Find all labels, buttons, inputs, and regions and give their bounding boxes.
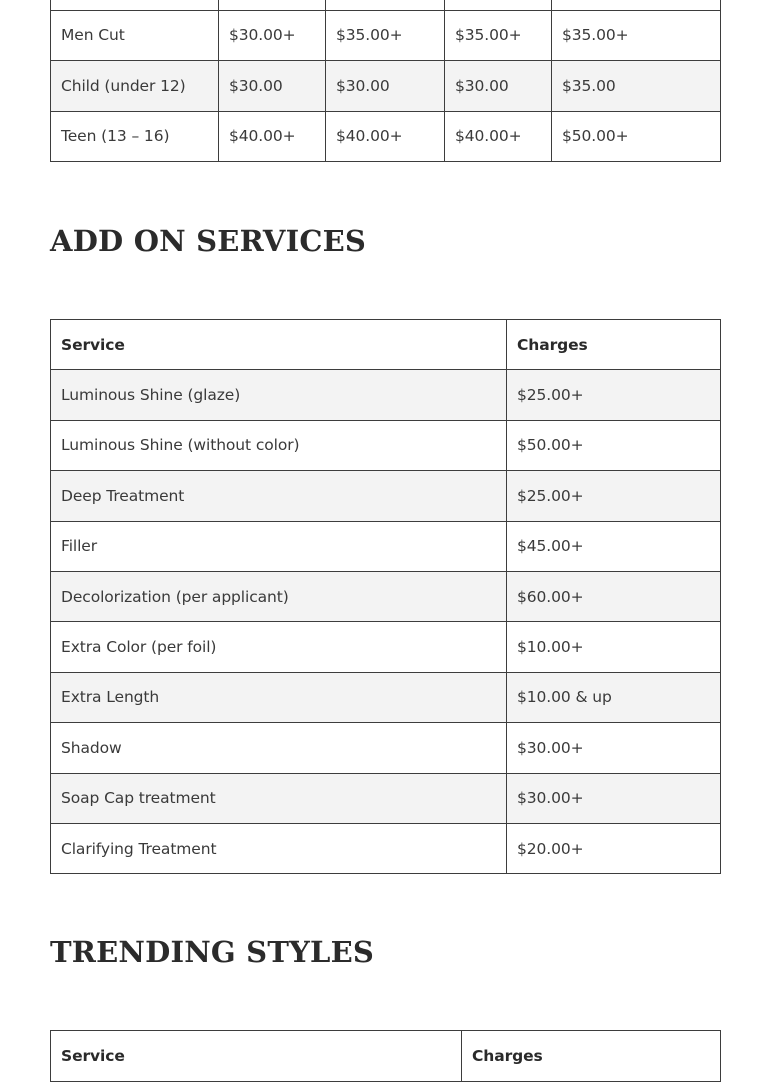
table-row bbox=[51, 0, 721, 10]
addon-services-heading: ADD ON SERVICES bbox=[50, 224, 367, 258]
charges-cell: $25.00+ bbox=[507, 471, 721, 521]
price-table bbox=[50, 0, 721, 162]
service-cell: Luminous Shine (without color) bbox=[51, 420, 507, 470]
table-row bbox=[51, 10, 721, 61]
table-header-row bbox=[51, 1031, 721, 1082]
service-cell: Luminous Shine (glaze) bbox=[51, 370, 507, 420]
table-row bbox=[51, 622, 721, 672]
price-cell bbox=[445, 0, 552, 10]
price-cell: $35.00+ bbox=[326, 10, 445, 61]
table-row bbox=[51, 521, 721, 571]
table-row bbox=[51, 61, 721, 112]
price-cell: $40.00+ bbox=[445, 111, 552, 162]
price-cell: $35.00+ bbox=[552, 10, 721, 61]
table-row bbox=[51, 471, 721, 521]
service-cell: Extra Length bbox=[51, 672, 507, 722]
table-row bbox=[51, 571, 721, 621]
service-cell: Filler bbox=[51, 521, 507, 571]
price-cell: $40.00+ bbox=[326, 111, 445, 162]
table-row bbox=[51, 111, 721, 162]
charges-cell: $10.00 & up bbox=[507, 672, 721, 722]
price-cell: $30.00 bbox=[219, 61, 326, 112]
charges-column-header: Charges bbox=[507, 320, 721, 370]
row-label: Child (under 12) bbox=[51, 61, 219, 112]
service-cell: Decolorization (per applicant) bbox=[51, 571, 507, 621]
price-cell bbox=[552, 0, 721, 10]
charges-cell: $30.00+ bbox=[507, 773, 721, 823]
charges-cell: $30.00+ bbox=[507, 723, 721, 773]
service-column-header: Service bbox=[51, 1031, 462, 1082]
price-cell: $35.00 bbox=[552, 61, 721, 112]
service-cell: Shadow bbox=[51, 723, 507, 773]
charges-cell: $60.00+ bbox=[507, 571, 721, 621]
charges-cell: $45.00+ bbox=[507, 521, 721, 571]
charges-cell: $10.00+ bbox=[507, 622, 721, 672]
table-header-row bbox=[51, 320, 721, 370]
service-cell: Extra Color (per foil) bbox=[51, 622, 507, 672]
addon-services-table bbox=[50, 319, 721, 874]
service-column-header: Service bbox=[51, 320, 507, 370]
row-label bbox=[51, 0, 219, 10]
service-cell: Clarifying Treatment bbox=[51, 823, 507, 873]
price-cell: $30.00 bbox=[445, 61, 552, 112]
price-cell: $35.00+ bbox=[445, 10, 552, 61]
service-cell: Deep Treatment bbox=[51, 471, 507, 521]
price-cell: $30.00+ bbox=[219, 10, 326, 61]
charges-cell: $20.00+ bbox=[507, 823, 721, 873]
table-row bbox=[51, 823, 721, 873]
row-label: Teen (13 – 16) bbox=[51, 111, 219, 162]
row-label: Men Cut bbox=[51, 10, 219, 61]
charges-cell: $25.00+ bbox=[507, 370, 721, 420]
table-row bbox=[51, 773, 721, 823]
price-cell: $40.00+ bbox=[219, 111, 326, 162]
charges-cell: $50.00+ bbox=[507, 420, 721, 470]
price-cell: $30.00 bbox=[326, 61, 445, 112]
price-cell bbox=[219, 0, 326, 10]
price-cell: $50.00+ bbox=[552, 111, 721, 162]
service-cell: Soap Cap treatment bbox=[51, 773, 507, 823]
trending-styles-heading: TRENDING STYLES bbox=[50, 935, 375, 969]
table-row bbox=[51, 370, 721, 420]
charges-column-header: Charges bbox=[462, 1031, 721, 1082]
table-row bbox=[51, 420, 721, 470]
table-row bbox=[51, 672, 721, 722]
table-row bbox=[51, 723, 721, 773]
trending-styles-table bbox=[50, 1030, 721, 1082]
price-cell bbox=[326, 0, 445, 10]
